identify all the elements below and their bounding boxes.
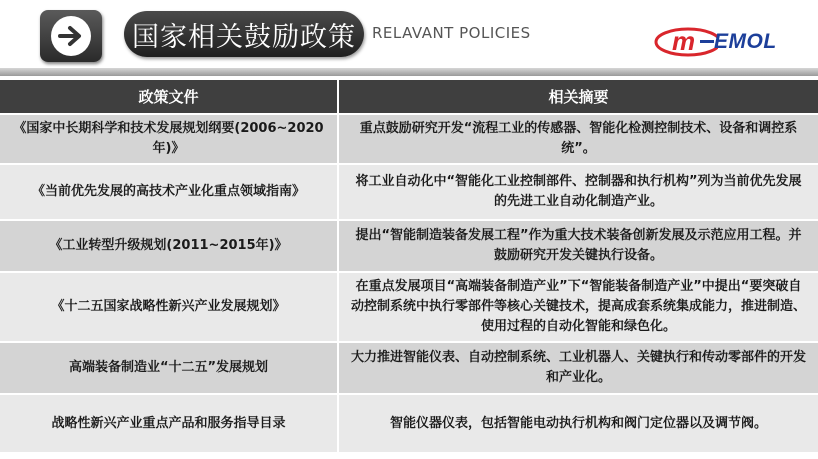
table-row: [0, 114, 818, 164]
logo-mark: m: [672, 26, 696, 56]
policy-doc-cell: 《国家中长期科学和技术发展规划纲要(2006~2020年)》: [0, 114, 338, 164]
policy-summary-cell: 提出“智能制造装备发展工程”作为重大技术装备创新发展及示范应用工程。并鼓励研究开发关键执行设备。: [338, 220, 818, 272]
policy-summary-cell: 在重点发展项目“高端装备制造产业”下“智能装备制造产业”中提出“要突破自动控制系统中执行零部件等核心关键技术，提高成套系统集成能力，推进制造、使用过程的自动化智能和绿色化。: [338, 272, 818, 342]
page-title: 国家相关鼓励政策: [124, 11, 364, 57]
policy-doc-cell: 战略性新兴产业重点产品和服务指导目录: [0, 394, 338, 452]
table-row: [0, 272, 818, 342]
policy-summary-cell: 重点鼓励研究开发“流程工业的传感器、智能化检测控制技术、设备和调控系统”。: [338, 114, 818, 164]
column-header-doc: 政策文件: [0, 80, 338, 114]
emol-logo: [654, 20, 784, 60]
logo-swoosh-icon: [654, 20, 718, 60]
policy-summary-cell: 智能仪器仪表，包括智能电动执行机构和阀门定位器以及调节阀。: [338, 394, 818, 452]
policy-doc-cell: 《十二五国家战略性新兴产业发展规划》: [0, 272, 338, 342]
policy-doc-cell: 《当前优先发展的高技术产业化重点领域指南》: [0, 164, 338, 220]
policy-summary-cell: 大力推进智能仪表、自动控制系统、工业机器人、关键执行和传动零部件的开发和产业化。: [338, 342, 818, 394]
page-header: [0, 0, 818, 72]
header-divider: [0, 68, 818, 76]
table-header-row: [0, 80, 818, 114]
logo-text: EMOL: [714, 30, 777, 53]
table-row: [0, 394, 818, 452]
policy-doc-cell: 高端装备制造业“十二五”发展规划: [0, 342, 338, 394]
arrow-right-icon: [51, 16, 91, 56]
next-arrow-button[interactable]: [40, 10, 102, 62]
page-subtitle: RELAVANT POLICIES: [372, 24, 531, 42]
table-row: [0, 164, 818, 220]
table-row: [0, 342, 818, 394]
policy-summary-cell: 将工业自动化中“智能化工业控制部件、控制器和执行机构”列为当前优先发展的先进工业自动化制造产业。: [338, 164, 818, 220]
table-row: [0, 220, 818, 272]
column-header-summary: 相关摘要: [338, 80, 818, 114]
policy-table: [0, 80, 818, 452]
policy-doc-cell: 《工业转型升级规划(2011~2015年)》: [0, 220, 338, 272]
